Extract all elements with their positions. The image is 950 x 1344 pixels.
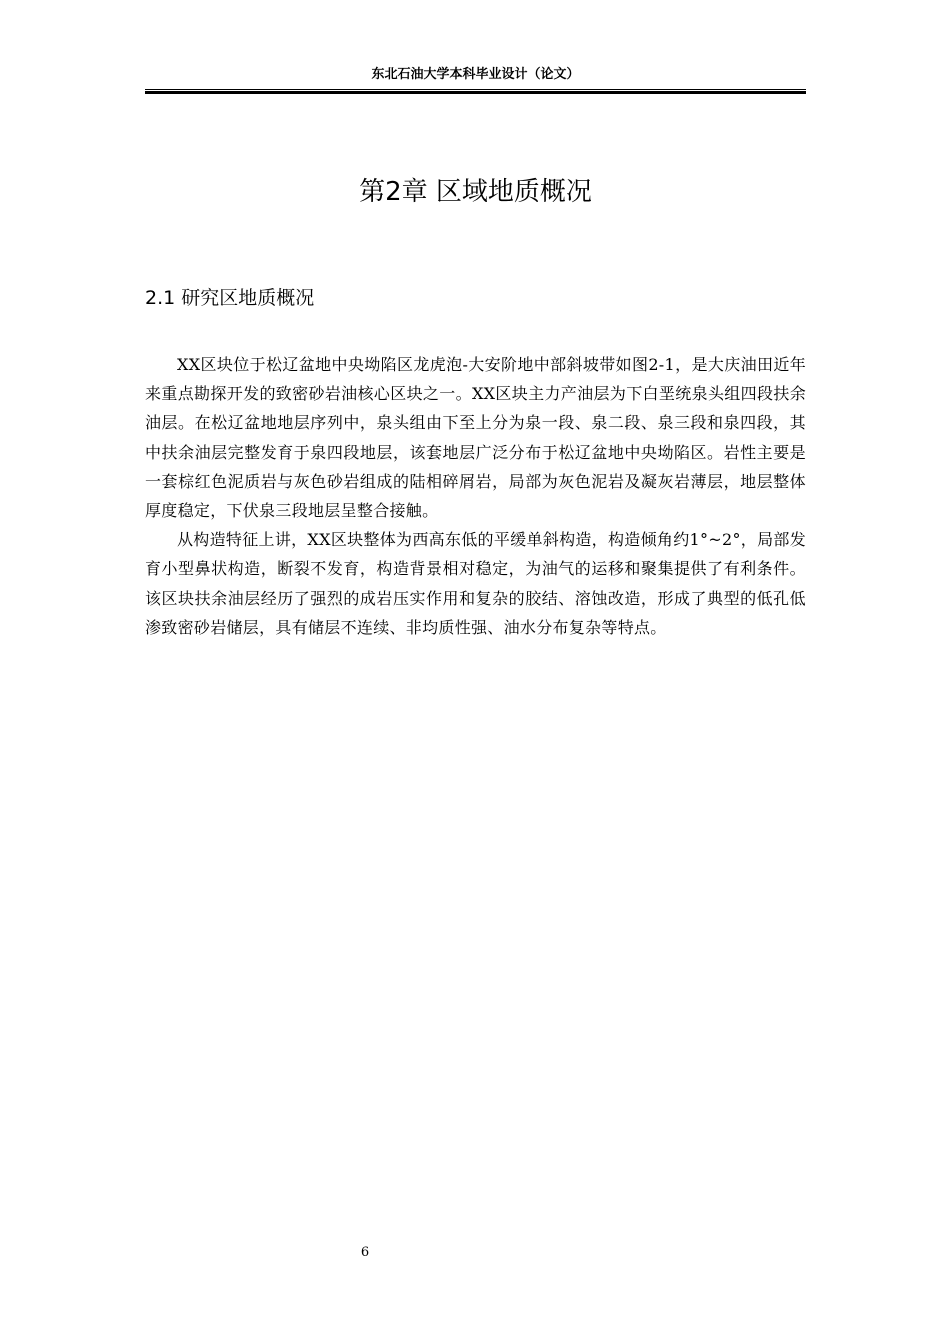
page-header-title: 东北石油大学本科毕业设计（论文） (371, 67, 580, 82)
chapter-title: 第2章 区域地质概况 (359, 177, 592, 207)
header-rule-thin (145, 89, 806, 90)
paragraph: 从构造特征上讲，XX区块整体为西高东低的平缓单斜构造，构造倾角约1°~2°，局部发育小型鼻状构造，断裂不发育，构造背景相对稳定，为油气的运移和聚集提供了有利条件。该区块扶余油层经历了强烈的成岩压实作用和复杂的胶结、溶蚀改造，形成了典型的低孔低渗致密砂岩储层，具有储层不连续、非均质性强、油水分布复杂等特点。 (145, 530, 806, 637)
page-number: 6 (360, 1245, 370, 1260)
header-rule-thick (145, 91, 806, 94)
body-text (145, 350, 806, 642)
section-title: 2.1 研究区地质概况 (145, 287, 315, 309)
paragraph: XX区块位于松辽盆地中央坳陷区龙虎泡-大安阶地中部斜坡带如图2-1，是大庆油田近年来重点勘探开发的致密砂岩油核心区块之一。XX区块主力产油层为下白垩统泉头组四段扶余油层。在松辽盆地地层序列中，泉头组由下至上分为泉一段、泉二段、泉三段和泉四段，其中扶余油层完整发育于泉四段地层，该套地层广泛分布于松辽盆地中央坳陷区。岩性主要是一套棕红色泥质岩与灰色砂岩组成的陆相碎屑岩，局部为灰色泥岩及凝灰岩薄层，地层整体厚度稳定，下伏泉三段地层呈整合接触。 (145, 355, 806, 521)
